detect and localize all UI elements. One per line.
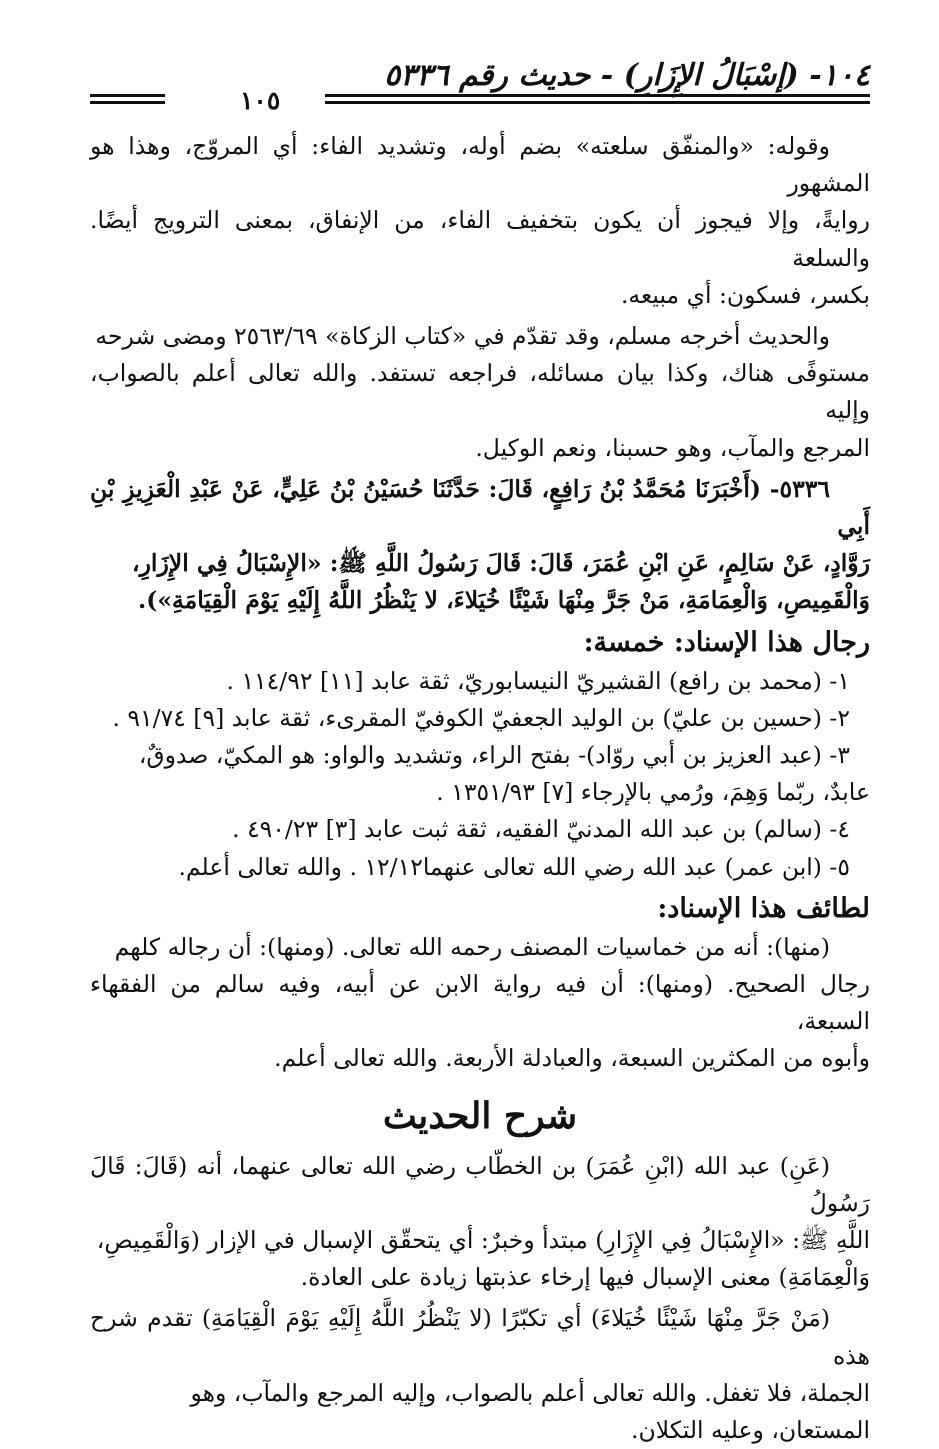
prev-commentary-para-1 [90,128,870,314]
lataif-section [90,889,870,1078]
header-rule-short-2 [90,101,165,104]
text-line: بكسر، فسكون: أي مبيعه. [620,280,870,309]
narrator-entry: ١- (محمد بن رافع) القشيريّ النيسابوريّ، ثقة عابد [١١] ١١٤/٩٢ . [226,666,850,695]
hadith-line: وَالْقَمِيصِ، وَالْعِمَامَةِ، مَنْ جَرَّ مِنْهَا شَيْئًا خُيَلاءَ، لا يَنْظُرُ اللَّهُ إِلَيْهِ يَوْمَ الْقِيَامَةِ»). [138,586,870,615]
text-line: رجال الصحيح. (ومنها): أن فيه رواية الابن عن أبيه، وفيه سالم من الفقهاء السبعة، [90,970,870,1036]
narrator-entry: ٤- (سالم) بن عبد الله المدنيّ الفقيه، ثقة ثبت عابد [٣] ٤٩٠/٢٣ . [232,815,850,844]
text-line: (عَنِ) عبد الله (ابْنِ عُمَرَ) بن الخطّاب رضي الله تعالى عنهما، أنه (قَالَ: قَالَ رَسُولُ [90,1151,870,1217]
narrator-entry: ٣- (عبد العزيز بن أبي روّاد)- بفتح الراء، وتشديد والواو: هو المكيّ، صدوقٌ، [138,741,850,770]
rijal-section [90,623,870,886]
header-rule-short [90,94,165,97]
text-line: المرجع والمآب، وهو حسبنا، ونعم الوكيل. [475,433,870,462]
page-body [90,128,870,1449]
lataif-heading: لطائف هذا الإسناد: [657,892,870,924]
text-line: الجملة، فلا تغفل. والله تعالى أعلم بالصواب، وإليه المرجع والمآب، وهو [190,1378,870,1407]
hadith-line: رَوَّادٍ، عَنْ سَالِمٍ، عَنِ ابْنِ عُمَرَ، قَالَ: قَالَ رَسُولُ اللَّهِ ﷺ: «الإِسْبَالُ فِي الإِزَارِ، [131,549,870,578]
sharh-title: شرح الحديث [382,1094,578,1137]
narrator-entry: ٥- (ابن عمر) عبد الله رضي الله تعالى عنهما١٢/١٢ . والله تعالى أعلم. [178,852,850,881]
text-line: (مَنْ جَرَّ مِنْهَا شَيْئًا خُيَلاءَ) أي تكبّرًا (لا يَنْظُرُ اللَّهُ إِلَيْهِ يَوْمَ الْقِيَامَةِ) تقدم شرح هذه [90,1304,870,1370]
running-header [90,58,870,93]
text-line: وَالْعِمَامَةِ) معنى الإسبال فيها إرخاء عذبتها زيادة على العادة. [300,1263,870,1292]
narrator-entry-cont: عابدٌ، ربّما وَهِمَ، ورُمي بالإرجاء [٧] ١٣٥١/٩٣ . [436,778,870,807]
text-line: مستوفًى هناك، وكذا بيان مسائله، فراجعه تستفد. والله تعالى أعلم بالصواب، وإليه [90,359,870,425]
text-line: وأبوه من المكثرين السبعة، والعبادلة الأربعة. والله تعالى أعلم. [274,1044,870,1073]
prev-commentary-para-2 [90,318,870,467]
page-number: ١٠٥ [240,86,281,115]
text-line: وقوله: «والمنفّق سلعته» بضم أوله، وتشديد الفاء: أي المروّج، وهذا هو المشهور [90,132,870,198]
text-line: المستعان، وعليه التكلان. [631,1416,870,1445]
running-title: ١٠٤- (إسْبَالُ الإِزَارِ) - حديث رقم ٥٣٣٦ [384,58,870,93]
text-line: روايةً، وإلا فيجوز أن يكون بتخفيف الفاء، من الإنفاق، بمعنى الترويج أيضًا. والسلعة [90,206,870,272]
narrator-entry: ٢- (حسين بن عليّ) بن الوليد الجعفيّ الكوفيّ المقرىء، ثقة عابد [٩] ٩١/٧٤ . [112,703,850,732]
header-rule [90,86,870,116]
header-rule-long-2 [325,101,870,104]
rijal-heading: رجال هذا الإسناد: خمسة: [583,626,870,658]
text-line: اللَّهِ ﷺ: «الإِسْبَالُ فِي الإِزَارِ) مبتدأ وخبرٌ: أي يتحقّق الإسبال في الإزار (وَالْقَمِيصِ، [96,1226,870,1255]
hadith-line: ٥٣٣٦- (أَخْبَرَنَا مُحَمَّدُ بْنُ رَافِعٍ، قَالَ: حَدَّثَنَا حُسَيْنُ بْنُ عَلِيٍّ، عَنْ عَبْدِ الْعَزِيزِ بْنِ أَبِي [90,474,870,541]
sharh-section [90,1086,870,1449]
hadith-text [90,471,870,620]
text-line: (منها): أنه من خماسيات المصنف رحمه الله تعالى. (ومنها): أن رجاله كلهم [114,932,830,961]
header-rule-long [325,94,870,97]
text-line: والحديث أخرجه مسلم، وقد تقدّم في «كتاب الزكاة» ٢٥٦٣/٦٩ ومضى شرحه [95,322,830,351]
